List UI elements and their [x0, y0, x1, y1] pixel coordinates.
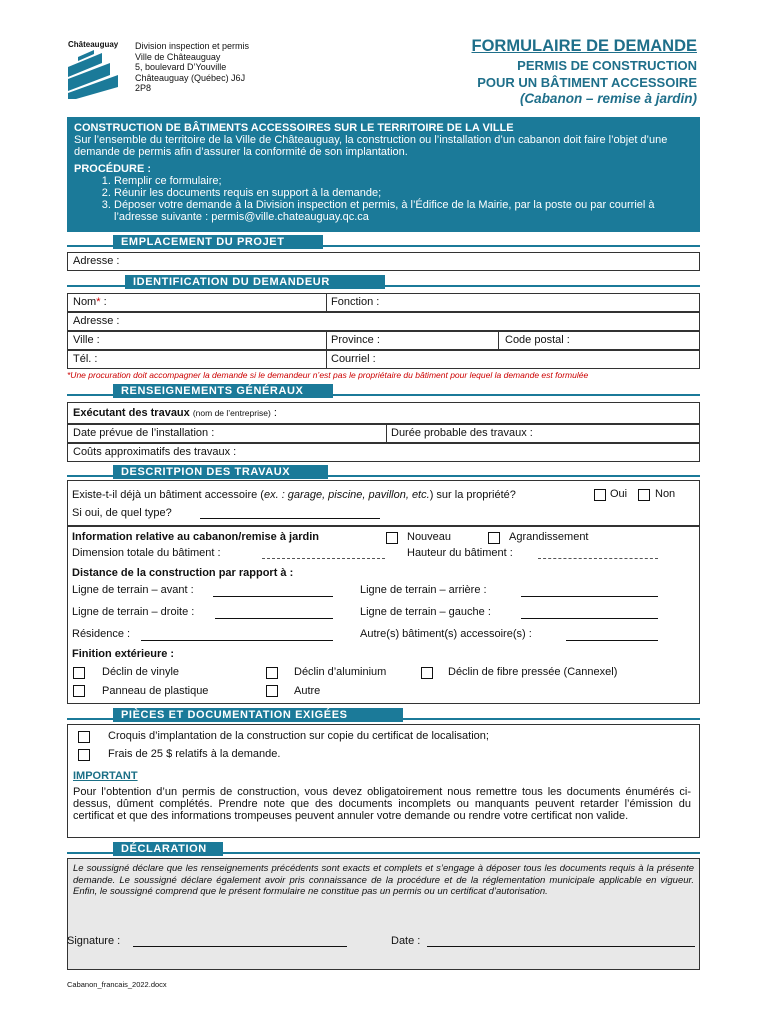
label-fibre: Déclin de fibre pressée (Cannexel): [448, 666, 618, 678]
signature-label: Signature :: [67, 935, 121, 947]
address-line: Ville de Châteauguay: [135, 51, 221, 62]
field-executant[interactable]: Exécutant des travaux (nom de l’entreprise) :: [67, 402, 700, 424]
subtitle-line-2: POUR UN BÂTIMENT ACCESSOIRE: [477, 75, 697, 90]
field-date-installation[interactable]: Date prévue de l’installation :: [73, 427, 215, 439]
distance-label: Distance de la construction par rapport à :: [72, 567, 294, 579]
field-ville[interactable]: Ville :: [73, 334, 100, 346]
avant-input[interactable]: [213, 584, 333, 597]
date-input[interactable]: [427, 934, 695, 947]
dimension-input[interactable]: [262, 548, 385, 559]
label-plastique: Panneau de plastique: [102, 685, 209, 697]
checkbox-plastique[interactable]: [73, 685, 85, 697]
existe-question: [72, 489, 516, 501]
section-title: DESCRITPION DES TRAVAUX: [113, 465, 328, 479]
label-vinyle: Déclin de vinyle: [102, 666, 180, 678]
field-courriel[interactable]: Courriel :: [331, 353, 376, 365]
existe-question-text: Existe-t-il déjà un bâtiment accessoire (: [72, 489, 264, 501]
existe-question-examples: ex. : garage, piscine, pavillon, etc.: [263, 489, 430, 501]
section-title: EMPLACEMENT DU PROJET: [113, 235, 323, 249]
procuration-note: *Une procuration doit accompagner la demande si le demandeur n’est pas le propriétaire du bâtiment pour lequel la demande est formulée: [67, 370, 589, 380]
row-ville-province-cp: [67, 331, 700, 350]
si-oui-input[interactable]: [200, 506, 380, 519]
field-adresse-projet[interactable]: [67, 252, 700, 271]
subtitle-line-1: PERMIS DE CONSTRUCTION: [517, 58, 697, 73]
section-title: IDENTIFICATION DU DEMANDEUR: [125, 275, 385, 289]
arriere-input[interactable]: [521, 584, 658, 597]
row-date-duree: [67, 424, 700, 443]
droite-label: Ligne de terrain – droite :: [72, 606, 195, 618]
footer-filename: Cabanon_francais_2022.docx: [67, 980, 167, 989]
label-oui: Oui: [610, 488, 628, 500]
checkbox-oui[interactable]: [594, 489, 606, 501]
checkbox-aluminium[interactable]: [266, 667, 278, 679]
gauche-input[interactable]: [521, 606, 658, 619]
avant-label: Ligne de terrain – avant :: [72, 584, 194, 596]
date-label: Date :: [391, 935, 421, 947]
required-star: *: [96, 296, 101, 308]
field-fonction[interactable]: Fonction :: [331, 296, 380, 308]
important-label: IMPORTANT: [73, 770, 138, 782]
label-nouveau: Nouveau: [407, 531, 452, 543]
intro-text: Sur l’ensemble du territoire de la Ville de Châteauguay, la construction ou l’installation d’un cabanon doit faire l’objet d’une demande de permis afin d’assurer la conformité de son implantation.: [74, 134, 668, 158]
address-line: 2P8: [135, 83, 152, 93]
intro-heading: CONSTRUCTION DE BÂTIMENTS ACCESSOIRES SUR LE TERRITOIRE DE LA VILLE: [74, 122, 514, 134]
field-label: Adresse :: [73, 255, 120, 267]
label-aluminium: Déclin d’aluminium: [294, 666, 387, 678]
checkbox-autre[interactable]: [266, 685, 278, 697]
form-subtitle-italic: (Cabanon – remise à jardin): [519, 91, 697, 106]
label-frais: Frais de 25 $ relatifs à la demande.: [108, 748, 281, 760]
arriere-label: Ligne de terrain – arrière :: [360, 584, 487, 596]
signature-input[interactable]: [133, 934, 347, 947]
procedure-step: 1. Remplir ce formulaire;: [114, 175, 693, 187]
section-renseignements: [67, 384, 700, 398]
address-line: Division inspection et permis: [135, 41, 250, 51]
field-label: Exécutant des travaux: [73, 407, 190, 419]
section-title: PIÈCES ET DOCUMENTATION EXIGÉES: [113, 708, 403, 722]
section-title: DÉCLARATION: [113, 842, 223, 856]
form-title: FORMULAIRE DE DEMANDE: [471, 37, 697, 55]
row-tel-courriel: [67, 350, 700, 369]
procedure-step: 3. Déposer votre demande à la Division inspection et permis, à l’Édifice de la Mairie, par la poste ou par courriel à l’adresse suivante : permis@ville.chateauguay.qc.ca: [114, 199, 693, 223]
info-label: Information relative au cabanon/remise à jardin: [72, 531, 319, 543]
residence-input[interactable]: [141, 628, 333, 641]
field-code-postal[interactable]: Code postal :: [505, 334, 570, 346]
field-label-hint: (nom de l’entreprise): [192, 408, 271, 418]
checkbox-fibre[interactable]: [421, 667, 433, 679]
division-address: [135, 41, 285, 94]
field-label-colon: :: [100, 296, 107, 308]
logo-text: Châteauguay: [68, 40, 119, 49]
declaration-text: Le soussigné déclare que les renseignements précédents sont exacts et complets et s’engage à déposer tous les documents requis à la présente demande. Le soussigné déclare également avoir pris connaissance de la procédure et de la réglementation municipale applicable en vigueur. Enfin, le soussigné comprend que le présent formulaire ne constitue pas un permis ou un certificat d’autorisation.: [73, 863, 694, 897]
address-line: Châteauguay (Québec) J6J: [135, 72, 246, 83]
section-pieces: [67, 708, 700, 722]
checkbox-non[interactable]: [638, 489, 650, 501]
field-duree[interactable]: Durée probable des travaux :: [391, 427, 533, 439]
field-tel[interactable]: Tél. :: [73, 353, 98, 365]
field-province[interactable]: Province :: [331, 334, 380, 346]
droite-input[interactable]: [215, 606, 333, 619]
si-oui-label: Si oui, de quel type?: [72, 507, 172, 519]
procedure-steps: [74, 175, 693, 223]
label-autre: Autre: [294, 685, 321, 697]
checkbox-vinyle[interactable]: [73, 667, 85, 679]
box-existe: [67, 480, 700, 526]
hauteur-label: Hauteur du bâtiment :: [407, 547, 513, 559]
field-nom[interactable]: [68, 294, 107, 311]
section-declaration: [67, 842, 700, 856]
field-adresse[interactable]: [67, 312, 700, 331]
checkbox-agrandissement[interactable]: [488, 532, 500, 544]
checkbox-nouveau[interactable]: [386, 532, 398, 544]
row-nom-fonction: [67, 293, 700, 312]
dimension-label: Dimension totale du bâtiment :: [72, 547, 221, 559]
section-emplacement: [67, 235, 700, 249]
finition-label: Finition extérieure :: [72, 648, 175, 660]
field-label: Nom: [73, 296, 97, 308]
autres-label: Autre(s) bâtiment(s) accessoire(s) :: [360, 628, 532, 640]
important-text: Pour l’obtention d’un permis de construction, vous devez obligatoirement nous remettre tous les documents énumérés ci-dessus, dûment complétés. Prendre note que des documents incomplets ou manquants peuvent retarder l’émission du certificat et que des informations trompeuses peuvent annuler votre demande ou rendre votre certificat non valide.: [73, 786, 691, 822]
field-label: Coûts approximatifs des travaux :: [73, 446, 237, 458]
procedure-step: 2. Réunir les documents requis en support à la demande;: [114, 187, 693, 199]
autres-input[interactable]: [566, 628, 658, 641]
label-non: Non: [655, 488, 676, 500]
existe-question-end: ) sur la propriété?: [429, 489, 516, 501]
residence-label: Résidence :: [72, 628, 131, 640]
declaration-box: [67, 858, 700, 970]
intro-box: [67, 117, 700, 232]
section-identification: [67, 275, 700, 289]
section-title: RENSEIGNEMENTS GÉNÉRAUX: [113, 384, 333, 398]
field-label: Adresse :: [73, 315, 120, 327]
section-description: [67, 465, 700, 479]
procedure-label: PROCÉDURE :: [74, 163, 152, 175]
address-line: 5, boulevard D’Youville: [135, 62, 227, 72]
label-agrandissement: Agrandissement: [509, 531, 589, 543]
checkbox-croquis[interactable]: [78, 731, 90, 743]
city-logo-icon: [68, 49, 126, 99]
hauteur-input[interactable]: [538, 548, 658, 559]
form-subtitle: [477, 57, 697, 91]
checkbox-frais[interactable]: [78, 749, 90, 761]
gauche-label: Ligne de terrain – gauche :: [360, 606, 491, 618]
label-croquis: Croquis d’implantation de la construction sur copie du certificat de localisation;: [108, 730, 489, 742]
field-couts[interactable]: [67, 443, 700, 462]
